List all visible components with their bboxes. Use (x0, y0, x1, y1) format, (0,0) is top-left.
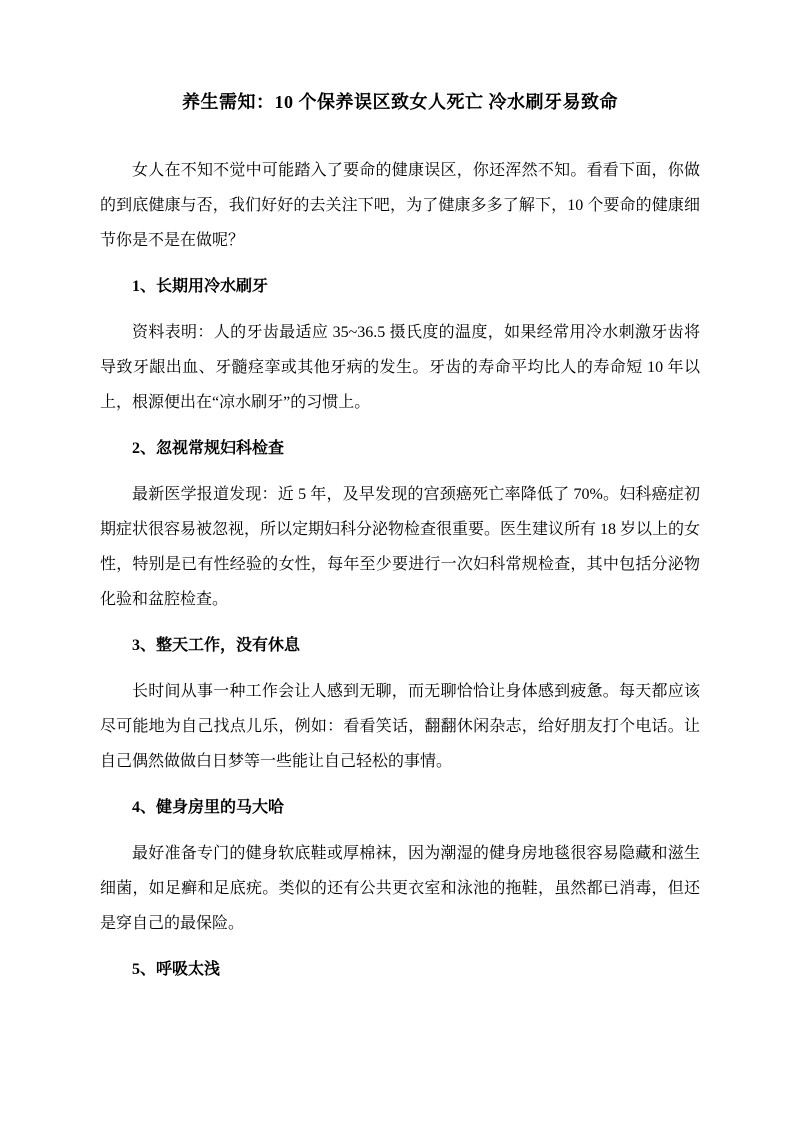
section-1-heading: 1、长期用冷水刷牙 (132, 278, 269, 295)
section-3-heading: 3、整天工作，没有休息 (132, 637, 301, 654)
section-2-heading: 2、忽视常规妇科检查 (132, 440, 285, 457)
section-1 (100, 269, 700, 420)
document-title: 养生需知：10 个保养误区致女人死亡 冷水刷牙易致命 (182, 92, 618, 112)
section-4-heading: 4、健身房里的马大哈 (132, 799, 285, 816)
section-5-heading: 5、呼吸太浅 (132, 961, 221, 978)
section-3 (100, 628, 700, 779)
section-3-body: 长时间从事一种工作会让人感到无聊，而无聊恰恰让身体感到疲惫。每天都应该尽可能地为自己找点儿乐，例如：看看笑话，翻翻休闲杂志，给好朋友打个电话。让自己偶然做做白日梦等一些能让自己轻松的事情。 (100, 683, 700, 770)
section-4-body: 最好准备专门的健身软底鞋或厚棉袜，因为潮湿的健身房地毯很容易隐藏和滋生细菌，如足癣和足底疣。类似的还有公共更衣室和泳池的拖鞋，虽然都已消毒，但还是穿自己的最保险。 (100, 845, 700, 932)
section-1-body: 资料表明：人的牙齿最适应 35~36.5 摄氏度的温度，如果经常用冷水刺激牙齿将导致牙龈出血、牙髓痉挛或其他牙病的发生。牙齿的寿命平均比人的寿命短 10 年以上，根源便出在“凉水刷牙”的习惯上。 (100, 324, 700, 411)
intro-paragraph: 女人在不知不觉中可能踏入了要命的健康误区，你还浑然不知。看看下面，你做的到底健康与否，我们好好的去关注下吧，为了健康多多了解下，10 个要命的健康细节你是不是在做呢？ (100, 162, 700, 249)
section-5 (100, 952, 700, 987)
section-4 (100, 790, 700, 941)
section-2 (100, 431, 700, 617)
section-2-body: 最新医学报道发现：近 5 年，及早发现的宫颈癌死亡率降低了 70%。妇科癌症初期症状很容易被忽视，所以定期妇科分泌物检查很重要。医生建议所有 18 岁以上的女性，特别是已有性经验的女性，每年至少要进行一次妇科常规检查，其中包括分泌物化验和盆腔检查。 (100, 486, 701, 608)
